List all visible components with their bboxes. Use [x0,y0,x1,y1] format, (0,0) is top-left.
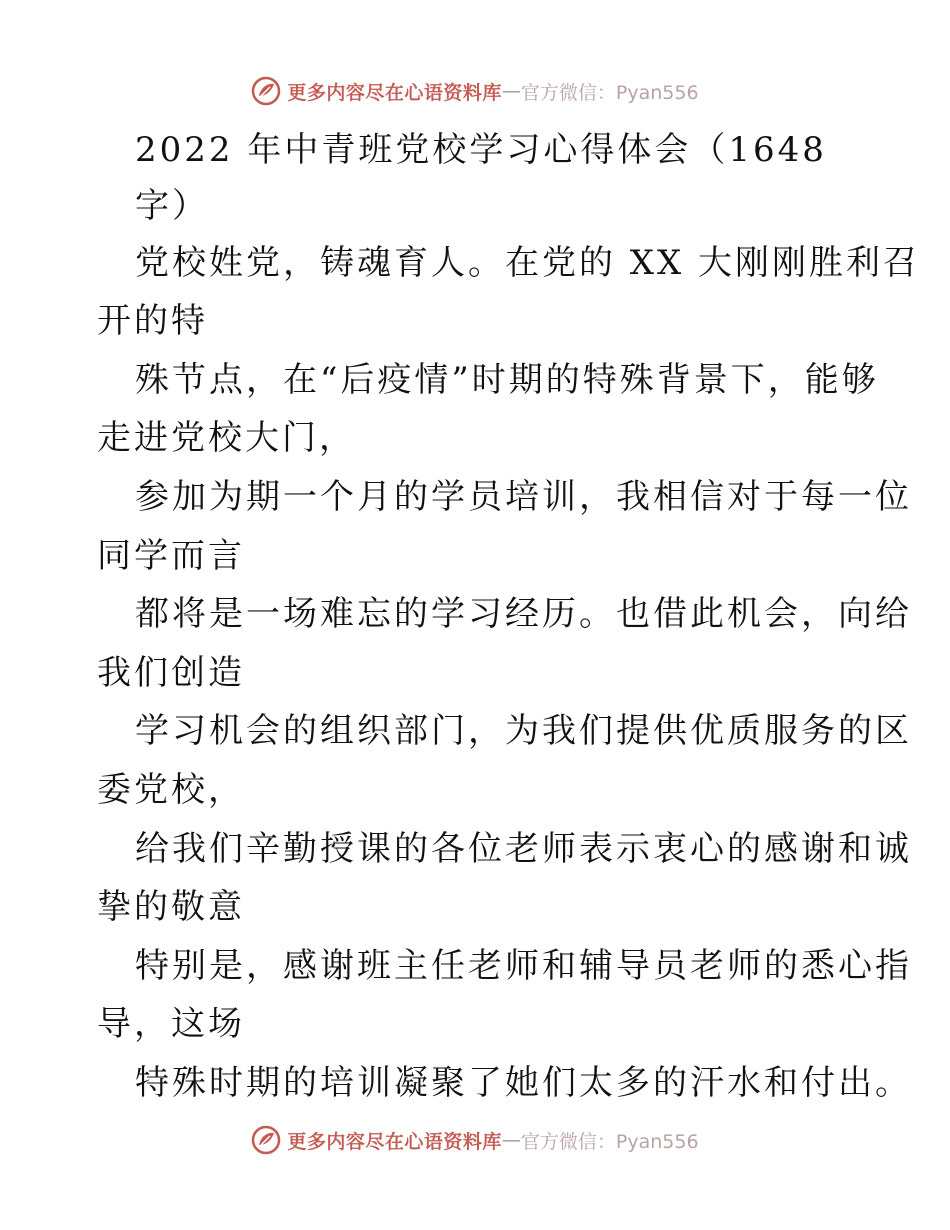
paragraph-line: 挚的敬意 [97,887,245,927]
paragraph-line: 同学而言 [97,536,245,576]
paragraph-line: 殊节点，在“后疫情”时期的特殊背景下，能够 [135,360,879,400]
footer-banner-separator: — [501,1129,521,1151]
paragraph-line: 委党校， [97,770,245,810]
document-title-line-1: 2022 年中青班党校学习心得体会（1648 [135,130,827,170]
paragraph-line: 走进党校大门， [97,418,356,458]
footer-wechat-label: 官方微信：Pyan556 [520,1130,699,1153]
paragraph-line: 特别是，感谢班主任老师和辅导员老师的悉心指 [135,946,912,986]
paragraph-line: 都将是一场难忘的学习经历。也借此机会，向给 [135,594,912,634]
paragraph-line: 学习机会的组织部门，为我们提供优质服务的区 [135,711,912,751]
footer-banner [0,1120,950,1160]
header-wechat-label: 官方微信：Pyan556 [520,81,699,104]
document-title-line-2: 字） [135,186,209,226]
paragraph-line: 我们创造 [97,653,245,693]
leaf-logo-icon [251,1125,281,1155]
paragraph-line: 特殊时期的培训凝聚了她们太多的汗水和付出。 [135,1063,912,1103]
paragraph-line: 参加为期一个月的学员培训，我相信对于每一位 [135,477,912,517]
footer-banner-text: 更多内容尽在心语资料库 [287,1130,502,1153]
leaf-logo-icon [251,76,281,106]
paragraph-line: 导，这场 [97,1004,245,1044]
header-banner-text: 更多内容尽在心语资料库 [287,81,502,104]
paragraph-line: 开的特 [97,301,208,341]
paragraph-line: 党校姓党，铸魂育人。在党的 XX 大刚刚胜利召 [135,243,921,283]
paragraph-line: 给我们辛勤授课的各位老师表示衷心的感谢和诚 [135,829,912,869]
header-banner-separator: — [501,80,521,102]
header-banner [0,71,950,111]
